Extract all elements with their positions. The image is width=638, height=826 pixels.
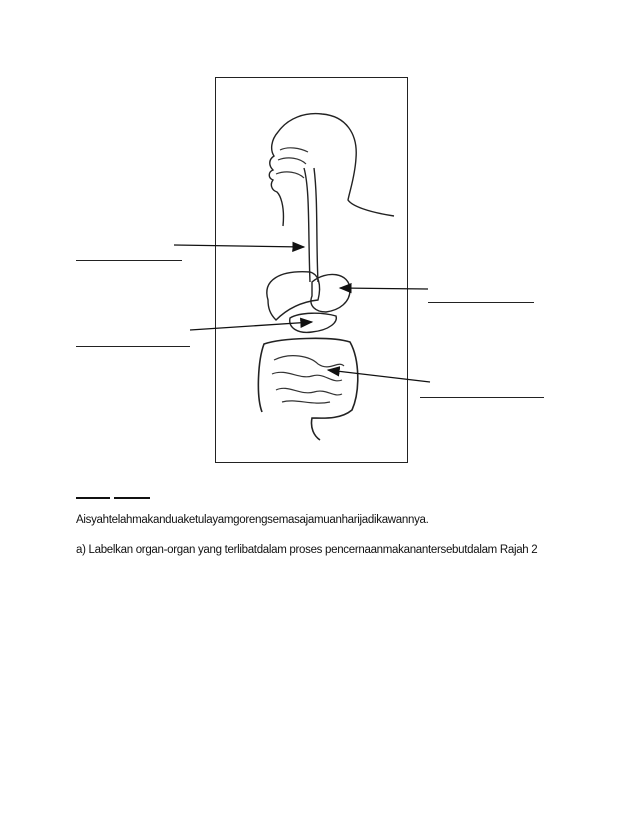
oesophagus-answer-blank[interactable] [76, 260, 182, 261]
section-rule-1 [76, 497, 110, 499]
large-intestine [258, 338, 357, 440]
question-intro: Aisyahtelahmakanduaketulayamgorengsemasajamuanharijadikawannya. [76, 514, 429, 526]
pointer-stomach [340, 288, 428, 289]
small-intestine-answer-blank[interactable] [420, 397, 544, 398]
small-intestine [272, 356, 344, 404]
question-part-a: a) Labelkan organ-organ yang terlibatdalam proses pencernaanmakanantersebutdalam Rajah 2 [76, 544, 538, 556]
stomach [311, 274, 350, 312]
head-outline [269, 114, 394, 226]
oesophagus [304, 168, 318, 282]
mouth-cavity [276, 148, 308, 178]
section-rule-2 [114, 497, 150, 499]
pointer-oesophagus [174, 245, 304, 247]
pointer-small-intestine [328, 370, 430, 382]
stomach-answer-blank[interactable] [428, 302, 534, 303]
pancreas-answer-blank[interactable] [76, 346, 190, 347]
